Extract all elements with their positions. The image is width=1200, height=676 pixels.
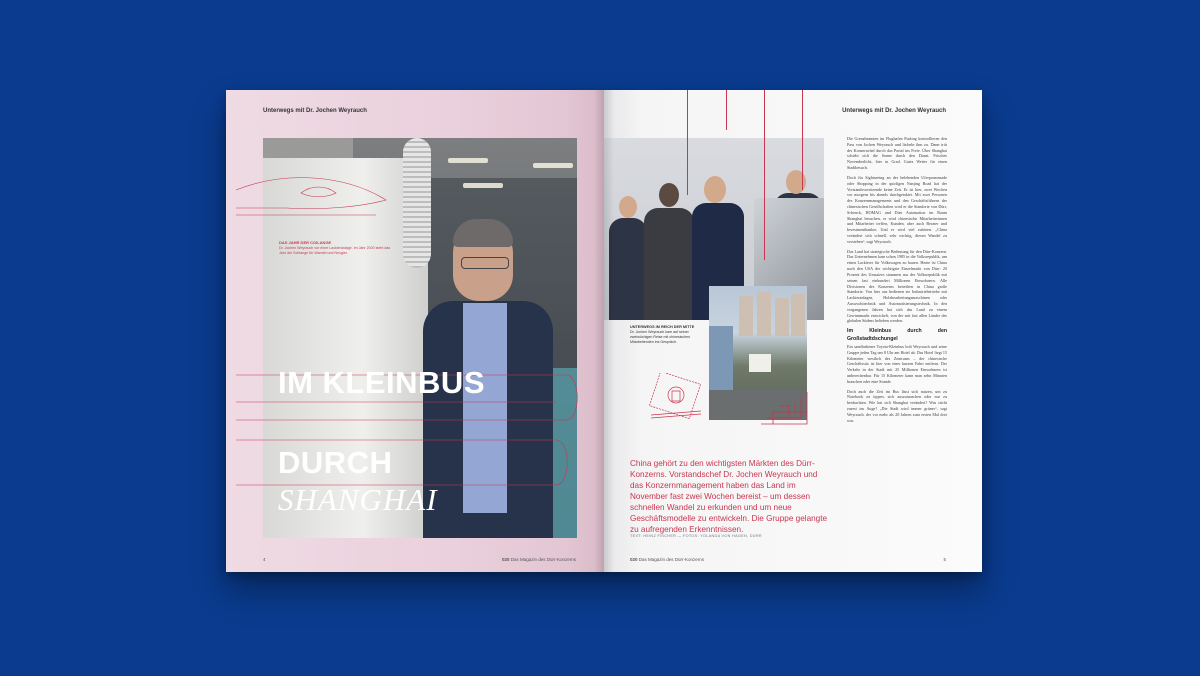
right-running-head: Unterwegs mit Dr. Jochen Weyrauch	[842, 108, 946, 114]
body-subheading: Im Kleinbus durch den Großstadtdschungel	[847, 328, 947, 342]
right-folio-magazine: Das Magazin des Dürr-Konzerns	[638, 557, 705, 562]
headline-line-2: DURCH	[278, 445, 393, 480]
person-face	[619, 196, 637, 218]
pink-hanging-line	[726, 90, 727, 130]
left-folio-brand: 020	[501, 557, 510, 562]
body-column	[847, 136, 947, 428]
right-folio-number: 5	[943, 557, 946, 562]
left-caption-title: DAS JAHR DER COILANGE	[279, 240, 332, 245]
person-hair	[453, 219, 513, 247]
left-page	[226, 90, 604, 572]
body-paragraph: Das Land hat strategische Bedeutung für den Dürr-Konzern. Das Unternehmen kam schon 1985 in die Volksrepublik, um einen Lackierer für Volkswagen zu bauen. Heute ist China nach den USA der wichtigste Einzelmarkt von Dürr: 20 Prozent des Umsatzes stammen aus der Volksrepublik mit seinen fast einhundert Millionen Einwohnern. Alle Divisionen des Konzerns betreiben in China große Standorte. Von hier aus bedienen sie Industriebetriebe mit Lackieranlagen, Holzbearbeitungsmaschinen oder Auswuchttechnik und Automatisierungstechnik. In den vergangenen Jahren hat sich das Land zu einem Gewinnmarkt entwickelt, von der mit fast allen Länder des globalen Südens belieben werden.	[847, 248, 947, 324]
ceiling-lamp	[448, 158, 488, 163]
office-building	[709, 326, 733, 396]
body-paragraph: Ein sandfarbener Toyota-Kleinbus holt Weyrauch und seine Gruppe jeden Tag um 8 Uhr am Hotel ab. Das Hotel liegt 15 Kilometer westlich des Zentrums – der chinesische Geschäftssitz ist hier von einer kurzen Fahrt entfernt. Der Verkehr in der Stadt mit 25 Millionen Einwohnern ist unberechenbar. Für 15 Kilometer kann man zehn Minuten brauchen oder eine Stunde.	[847, 343, 947, 384]
highrise	[757, 292, 771, 336]
right-caption-title: UNTERWEGS IM REICH DER MITTE	[630, 325, 695, 329]
pink-hanging-line	[764, 90, 765, 260]
body-paragraph: Doch für Sightseeing an der belebenden Uferpromenade oder Shopping in der quirligen Nanjing Road hat der Vorstandsvorsitzende keine Zeit. Er ist hier, zwei Wochen vor morgens bis abends durchgetaktet. Mit zwei Personen des Konzernmanagements und den Geschäftsführern der chinesischen Gesellschaften wird er die Standorte von Dürr, Schenck, HOMAG und Dürr Automation im Raum Shanghai besuchen, er wird chinesische Mitarbeiterinnen und Mitarbeiter treffen, Kunden, aber auch Berater und Investmentbanker. Und er wird viel zuhören. „China verändert sich schnell, sehr wichtig, diesen Wandel zu verstehen“, sagt Weyrauch.	[847, 174, 947, 244]
lattice-ornament	[759, 390, 809, 426]
headline-line-1: IM KLEINBUS	[278, 365, 485, 400]
left-folio-magazine: Das Magazin des Dürr-Konzerns	[510, 557, 576, 562]
left-running-head: Unterwegs mit Dr. Jochen Weyrauch	[263, 108, 367, 114]
person-face	[786, 170, 806, 194]
highrise	[739, 296, 753, 336]
right-page	[604, 90, 982, 572]
postage-stamp-illustration	[646, 373, 706, 423]
right-photo-caption	[630, 325, 704, 345]
body-paragraph: Die Grenzbeamten im Flughafen Pudong kontrollieren den Pass von Jochen Weyrauch und lächeln ihm zu. Dann tritt der Konzernchef durch das Portal ins Freie. Über Shanghai schiebt sich die Sonne durch den Dunst. Frisches Novemberlicht, hier in Grad. Gutes Wetter für einen Stadtbesuch.	[847, 136, 947, 171]
pink-hanging-line	[802, 90, 803, 190]
left-folio-text	[502, 557, 576, 562]
left-caption-text: Dr. Jochen Weyrauch vor einer Lackieranlage. Im Jahr 2020 steht das Jahr der Schlange für Wandel und Neugier.	[279, 246, 391, 256]
right-caption-text: Dr. Jochen Weyrauch kam auf seiner zweiwöchigen Reise mit chinesischen Mitarbeitenden ins Gespräch.	[630, 330, 691, 344]
right-folio-text	[630, 557, 704, 562]
person-head-back	[659, 183, 679, 207]
magazine-spread	[226, 90, 982, 572]
body-paragraph: Doch auch die Zeit im Bus lässt sich nutzen, um zu Notebook zu tippen, sich auszutauschen oder nur zu beobachten. Wie hat sich Shanghai verändert? Was sticht zuerst ins Auge? „Die Stadt wird immer grüner“, sagt Weyrauch, der vor mehr als 20 Jahren zum ersten Mal dort war.	[847, 388, 947, 423]
highrise	[791, 294, 805, 336]
ceiling-lamp	[463, 183, 503, 188]
left-photo-caption	[279, 240, 394, 256]
highrise	[775, 298, 789, 336]
article-credit: TEXT: HEINZ FISCHER — FOTOS: YOLANDA VON HAGEN, DÜRR	[630, 534, 762, 538]
right-folio-brand: 020	[630, 557, 638, 562]
left-folio-number: 4	[263, 557, 266, 562]
person-figure	[609, 218, 647, 320]
ceiling-lamp	[533, 163, 573, 168]
person-figure	[644, 208, 694, 320]
person-glasses	[461, 257, 509, 269]
pink-hanging-line	[687, 90, 688, 195]
person-face	[704, 176, 726, 203]
intro-paragraph: China gehört zu den wichtigsten Märkten des Dürr-Konzerns. Vorstandschef Dr. Jochen Weyrauch und das Konzernmanagement haben das Land im November fast zwei Wochen bereist – um dessen schnellen Wandel zu erkunden und um neue Geschäftsmodelle zu entwickeln. Die Gruppe gelangte zu aufregenden Erkenntnissen.	[630, 459, 828, 535]
person-shirt	[463, 303, 507, 513]
headline-line-3: SHANGHAI	[278, 482, 438, 517]
gatehouse	[749, 354, 771, 372]
